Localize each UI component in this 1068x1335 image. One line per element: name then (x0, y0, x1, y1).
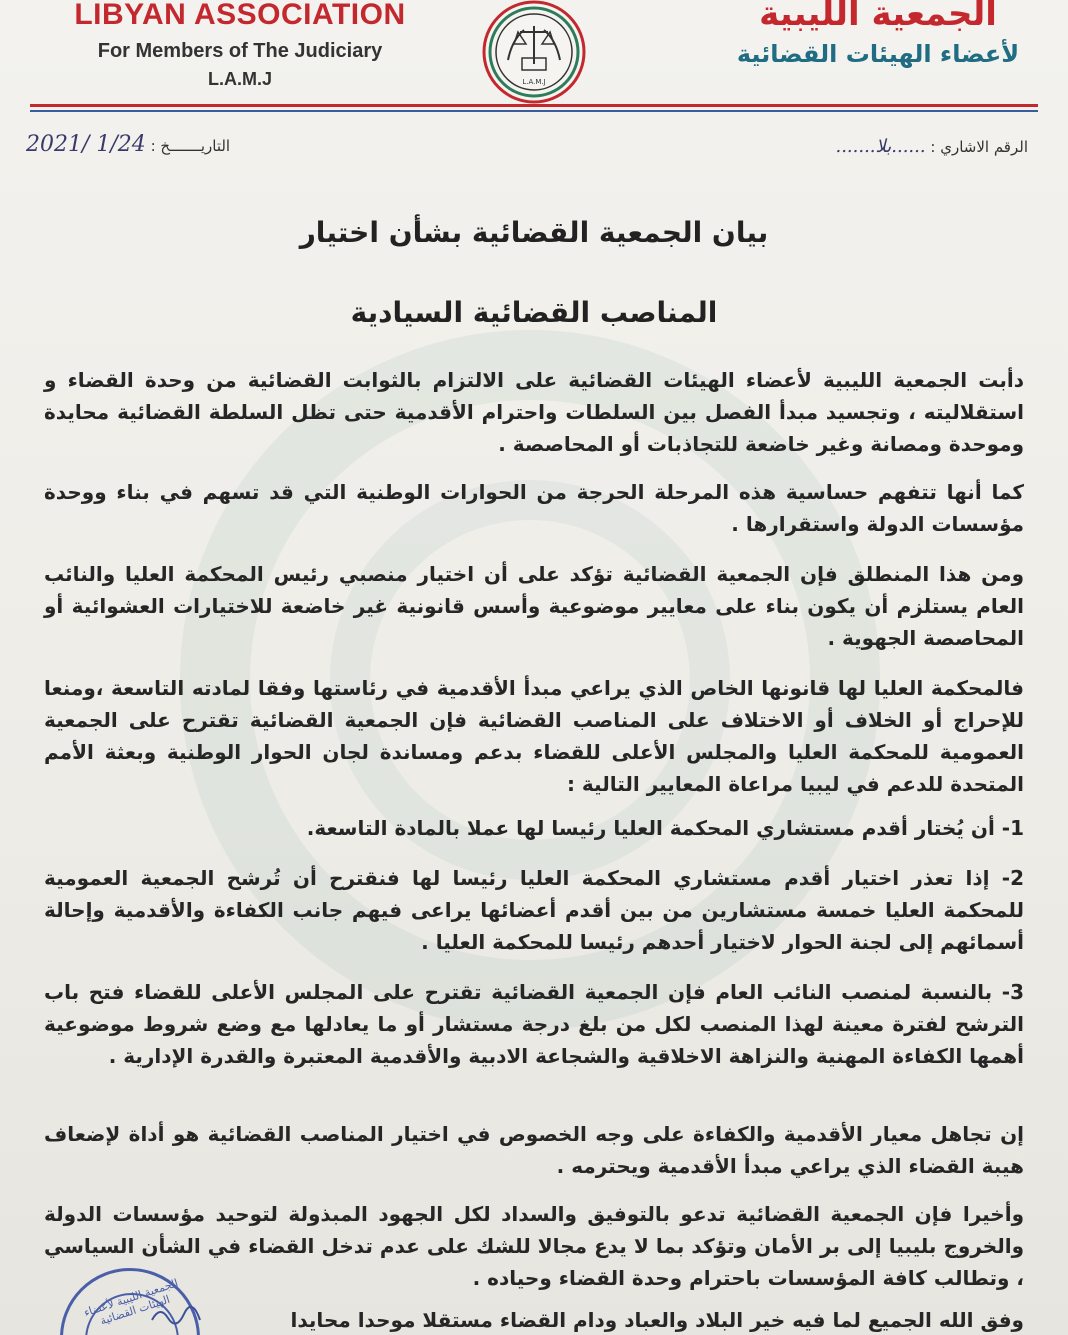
header-rule-red (30, 104, 1038, 107)
paragraph: إن تجاهل معيار الأقدمية والكفاءة على وجه الخصوص في اختيار المناصب القضائية هو أداة لإضعاف هيبة القضاء الذي يراعي مبدأ الأقدمية ويحترمه . (44, 1122, 1024, 1178)
reference-number (835, 136, 1028, 157)
paragraph: دأبت الجمعية الليبية لأعضاء الهيئات القضائية على الالتزام بالثوابت القضائية من وحدة القضاء و استقلاليته ، وتجسيد مبدأ الفصل بين السلطات واحترام الأقدمية حتى تظل السلطة القضائية محايدة وموحدة ومصانة وغير خاضعة للتجاذبات أو المحاصصة . (44, 368, 1024, 456)
header-english (40, 0, 440, 90)
signature-scribble-icon (150, 1300, 210, 1330)
stamp-text: الجمعية الليبية لأعضاء الهيئات القضائية (82, 1276, 180, 1328)
reference-value: ......بلا....... (835, 136, 926, 157)
date-label: التاريـــــــخ : (150, 137, 231, 155)
criterion-item: 2- إذا تعذر اختيار أقدم مستشاري المحكمة العليا رئيسا لها فنقترح أن تُرشح الجمعية العمومية للمحكمة العليا خمسة مستشارين من بين أقدم أعضائها يراعى فيهم جانب الكفاءة والأقدمية وإحالة أسمائهم إلى لجنة الحوار لاختيار أحدهم رئيسا للمحكمة العليا . (44, 866, 1024, 954)
english-title: LIBYAN ASSOCIATION (74, 0, 406, 31)
paragraph: كما أنها تتفهم حساسية هذه المرحلة الحرجة من الحوارات الوطنية التي قد تسهم في بناء ووحدة مؤسسات الدولة واستقرارها . (44, 480, 1024, 536)
arabic-title: الجمعية الليبية (759, 0, 997, 34)
date-value: 2021/ 1/24 (26, 132, 146, 157)
arabic-subtitle: لأعضاء الهيئات القضائية (736, 40, 1020, 68)
document-date (26, 132, 230, 157)
paragraph: ومن هذا المنطلق فإن الجمعية القضائية تؤكد على أن اختيار منصبي رئيس المحكمة العليا والنائب العام يستلزم أن يكون بناء على معايير موضوعية وأسس قانونية غير خاضعة للاختيارات العشوائية أو المحاصصة الجهوية . (44, 562, 1024, 650)
paragraph: فالمحكمة العليا لها قانونها الخاص الذي يراعي مبدأ الأقدمية في رئاستها وفقا لمادته التاسعة ،ومنعا للإحراج أو الخلاف أو الاختلاف على المناصب القضائية فإن الجمعية القضائية تقترح على الجمعية العمومية للمحكمة العليا والمجلس الأعلى للقضاء بدعم ومساندة لجان الحوار الوطنية وبعثة الأمم المتحدة للدعم في ليبيا مراعاة المعايير التالية : (44, 676, 1024, 796)
statement-title-line-1: بيان الجمعية القضائية بشأن اختيار (299, 216, 769, 249)
english-abbreviation: L.A.M.J (207, 69, 272, 89)
association-logo-icon (478, 0, 590, 112)
header-arabic (698, 0, 1058, 68)
header-rule-blue (30, 110, 1038, 112)
logo-abbreviation: L.A.M.J (522, 78, 546, 86)
reference-label: الرقم الاشاري : (930, 138, 1028, 156)
criterion-item: 1- أن يُختار أقدم مستشاري المحكمة العليا رئيسا لها عملا بالمادة التاسعة. (306, 816, 1024, 840)
paragraph: وأخيرا فإن الجمعية القضائية تدعو بالتوفيق والسداد لكل الجهود المبذولة لتوحيد مؤسسات الدولة والخروج بليبيا إلى بر الأمان وتؤكد بما لا يدع مجالا للشك على عدم تدخل القضاء في الشأن السياسي ، وتطالب كافة المؤسسات باحترام وحدة القضاء وحياده . (44, 1202, 1024, 1290)
english-subtitle: For Members of The Judiciary (97, 40, 383, 62)
closing-line: وفق الله الجميع لما فيه خير البلاد والعباد ودام القضاء مستقلا موحدا محايدا (290, 1308, 1024, 1332)
criterion-item: 3- بالنسبة لمنصب النائب العام فإن الجمعية القضائية تقترح على المجلس الأعلى للقضاء فتح باب الترشح لفترة معينة لهذا المنصب لكل من بلغ درجة مستشار أو ما يعادلها مع وضع شروط موضوعية أهمها الكفاءة المهنية والنزاهة الاخلاقية والشجاعة الادبية والأقدمية المعتبرة والقدرة الإدارية . (44, 980, 1024, 1068)
statement-title-line-2: المناصب القضائية السيادية (350, 296, 718, 329)
